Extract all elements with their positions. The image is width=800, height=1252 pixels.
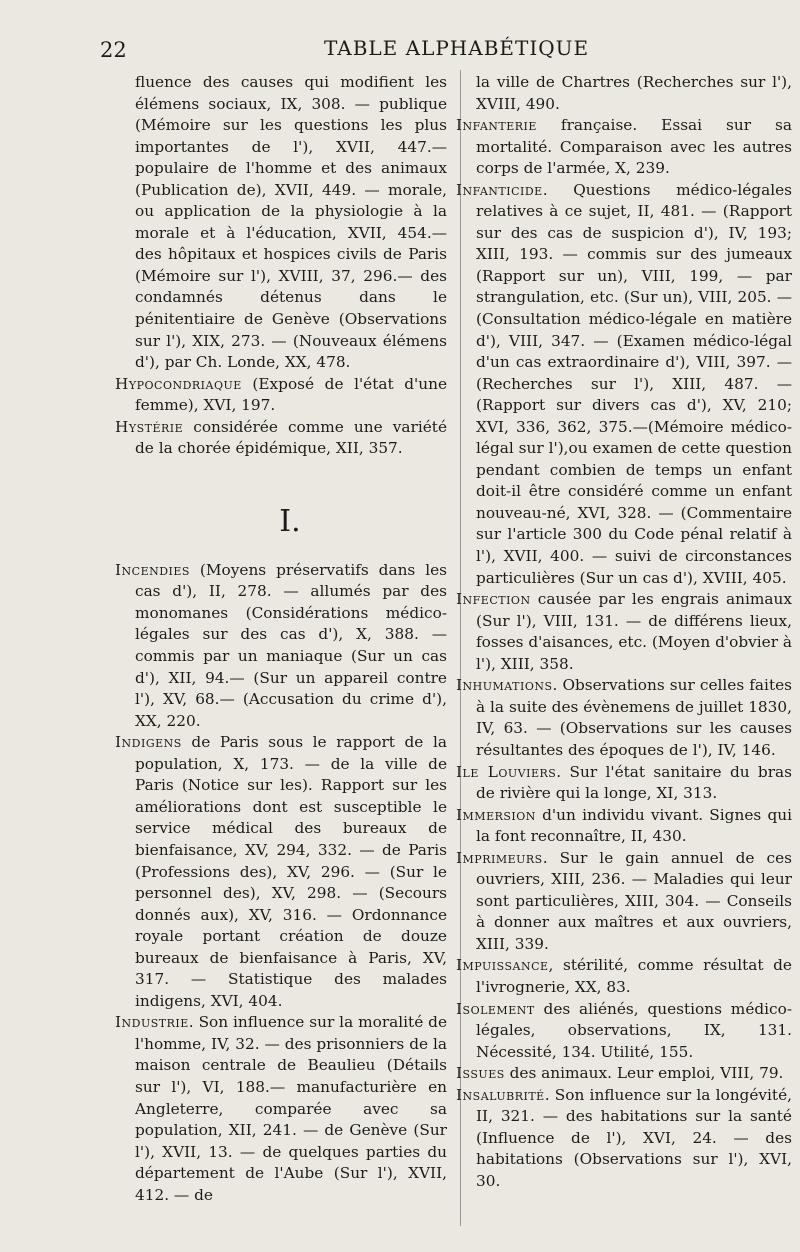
entry-heading: Hystérie	[115, 417, 184, 436]
entry-heading: Imprimeurs	[456, 848, 543, 867]
entry-text: des aliénés, questions médico-légales, observations, IX, 131. Nécessité, 134. Utilité, 155.	[476, 999, 792, 1061]
section-letter-i: I.	[279, 503, 301, 539]
entry-heading: Hypocondriaque	[115, 374, 242, 393]
entry-text: , stérilité, comme résultat de l'ivrognerie, XX, 83.	[476, 956, 792, 996]
entry-heading: Ile Louviers	[456, 762, 557, 781]
entry-heading: Inhumations	[456, 676, 553, 695]
index-entry-issues	[456, 1063, 792, 1085]
index-entry-infanterie	[456, 115, 792, 180]
entry-heading: Indigens	[115, 733, 182, 752]
index-entry-infection	[456, 589, 792, 675]
index-entry-imprimeurs	[456, 848, 792, 956]
entry-text: considérée comme une variété de la chorée épidémique, XII, 357.	[135, 417, 447, 458]
continuation-entry: fluence des causes qui modifient les élémens sociaux, IX, 308. — publique (Mémoire sur les questions les plus importantes de l'), XVII, 447.— populaire de l'homme et des animaux (Publication de), XVII, 449. — morale, ou application de la physiologie à la morale et à l'éducation, XVII, 454.— des hôpitaux et hospices civils de Paris (Mémoire sur l'), XVIII, 37, 296.— des condamnés détenus dans le pénitentiaire de Genève (Observations sur l'), XIX, 273. — (Nouveaux élémens d'), par Ch. Londe, XX, 478.	[135, 73, 447, 372]
page-number: 22	[100, 38, 127, 62]
entry-heading: Infanterie	[456, 116, 537, 135]
entry-text: (Exposé de l'état d'une femme), XVI, 197.	[135, 374, 447, 415]
left-column	[115, 72, 447, 1206]
index-entry-impuissance	[456, 955, 792, 998]
entry-heading: Incendies	[115, 560, 190, 579]
entry-heading: Impuissance	[456, 956, 549, 975]
entry-heading: Issues	[456, 1064, 505, 1083]
index-entry-indigens	[115, 732, 447, 1012]
index-entry-hysterie	[115, 417, 447, 460]
page-header	[0, 30, 800, 64]
entry-heading: Infection	[456, 590, 531, 609]
entry-text: . Questions médico-légales relatives à ce sujet, II, 481. — (Rapport sur des cas de suspicion d'), IV, 193; XIII, 193. — commis sur des jumeaux (Rapport sur un), VIII, 199, — par strangulation, etc. (Sur un), VIII, 205. — (Consultation médico-légale en matière d'), VIII, 347. — (Examen médico-légal d'un cas extraordinaire d'), VIII, 397. — (Recherches sur l'), XIII, 487. — (Rapport sur divers cas d'), XV, 210; XVI, 336, 362, 375.—(Mémoire médico-légal sur l'),ou examen de cette question pendant combien de temps un enfant doit-il être considéré comme un enfant nouveau-né, XVI, 328. — (Commentaire sur l'article 300 du Code pénal relatif à l'), XVII, 400. — suivi de circonstances particulières (Sur un cas d'), XVIII, 405.	[476, 180, 792, 587]
entry-heading: Infanticide	[456, 180, 543, 199]
continuation-entry: la ville de Chartres (Recherches sur l'), XVIII, 490.	[476, 73, 792, 113]
entry-text: . Son influence sur la moralité de l'homme, IV, 32. — des prisonniers de la maison centrale de Beaulieu (Détails sur l'), VI, 188.— manufacturière en Angleterre, comparée avec sa population, XII, 241. — de Genève (Sur l'), XVII, 13. — de quelques parties du département de l'Aube (Sur l'), XVII, 412. — de	[135, 1013, 447, 1204]
index-entry-insalubrite	[456, 1085, 792, 1193]
entry-text: . Sur le gain annuel de ces ouvriers, XIII, 236. — Maladies qui leur sont particulières, XIII, 304. — Conseils à donner aux maîtres et aux ouvriers, XIII, 339.	[476, 848, 792, 953]
entry-heading: Immersion	[456, 805, 536, 824]
entry-text: . Son influence sur la longévité, II, 321. — des habitations sur la santé (Influence de l'), XVI, 24. — des habitations (Observations sur l'), XVI, 30.	[476, 1085, 792, 1190]
index-entry-isolement	[456, 999, 792, 1064]
entry-text: . Observations sur celles faites à la suite des évènemens de juillet 1830, IV, 63. — (Observations sur les causes résultantes des époques de l'), IV, 146.	[476, 676, 792, 759]
entry-heading: Insalubrité	[456, 1085, 545, 1104]
running-title: TABLE ALPHABÉTIQUE	[324, 36, 590, 60]
index-entry-inhumations	[456, 675, 792, 761]
entry-text: . Sur l'état sanitaire du bras de rivière qui la longe, XI, 313.	[476, 762, 792, 803]
entry-text: de Paris sous le rapport de la population, X, 173. — de la ville de Paris (Notice sur les). Rapport sur les améliorations dont est susceptible le service médical des bureaux de bienfaisance, XV, 294, 332. — de Paris (Professions des), XV, 296. — (Sur le personnel des), XV, 298. — (Secours donnés aux), XV, 316. — Ordonnance royale portant création de douze bureaux de bienfaisance à Paris, XV, 317. — Statistique des malades indigens, XVI, 404.	[135, 733, 447, 1010]
entry-heading: Industrie	[115, 1013, 189, 1032]
index-entry-ile-louviers	[456, 762, 792, 805]
entry-heading: Isolement	[456, 999, 535, 1018]
index-entry-immersion	[456, 805, 792, 848]
entry-text: des animaux. Leur emploi, VIII, 79.	[504, 1064, 784, 1083]
index-entry-hypocondriaque	[115, 374, 447, 417]
entry-text: causée par les engrais animaux (Sur l'), VIII, 131. — de différens lieux, fosses d'aisances, etc. (Moyen d'obvier à l'), XIII, 358.	[476, 590, 792, 673]
index-entry-incendies	[115, 560, 447, 732]
right-column	[456, 72, 792, 1192]
index-entry-industrie	[115, 1012, 447, 1206]
index-entry-infanticide	[456, 180, 792, 589]
entry-text: (Moyens préservatifs dans les cas d'), II, 278. — allumés par des monomanes (Considérations médico-légales sur des cas d'), X, 388. — commis par un maniaque (Sur un cas d'), XII, 94.— (Sur un appareil contre l'), XV, 68.— (Accusation du crime d'), XX, 220.	[135, 560, 447, 730]
entry-text: d'un individu vivant. Signes qui la font reconnaître, II, 430.	[476, 805, 792, 846]
entry-text: française. Essai sur sa mortalité. Comparaison avec les autres corps de l'armée, X, 239.	[476, 116, 792, 178]
